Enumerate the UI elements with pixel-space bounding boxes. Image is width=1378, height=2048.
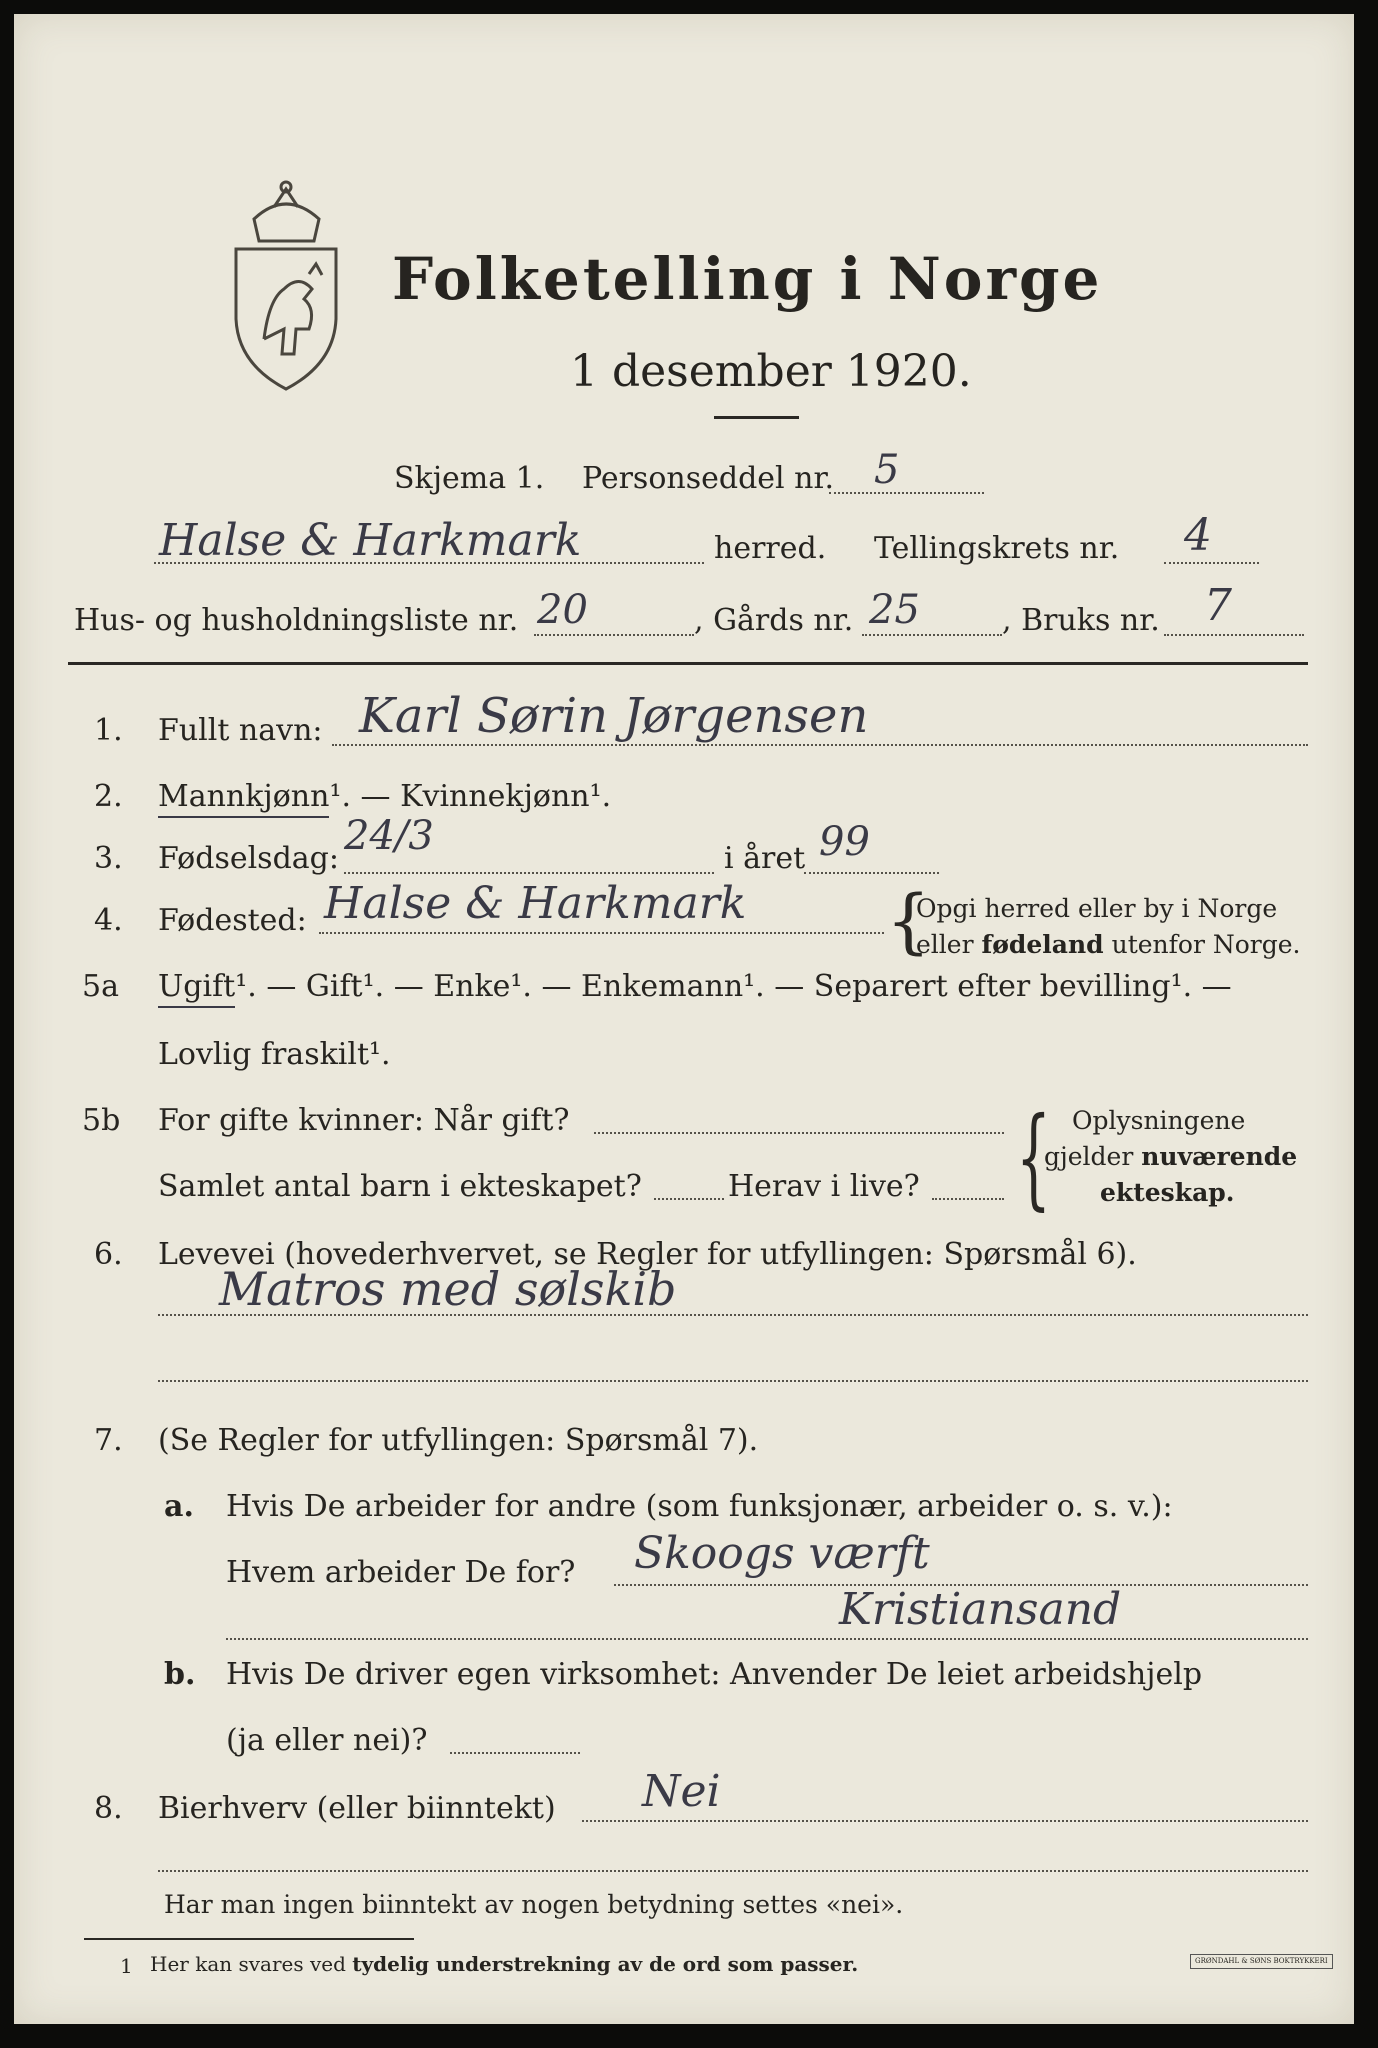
q3-year-label: i året — [724, 841, 806, 876]
hus-label: Hus- og husholdningsliste nr. — [74, 603, 519, 638]
q7-label: (Se Regler for utfyllingen: Spørsmål 7). — [158, 1423, 759, 1458]
q5b-note-line1: Oplysningene — [1072, 1106, 1246, 1135]
q3-year-value: 99 — [819, 819, 870, 865]
q7b-answer-line — [450, 1752, 580, 1754]
q7a-letter: a. — [164, 1489, 194, 1524]
q7a-label: Hvis De arbeider for andre (som funksjonær, arbeider o. s. v.): — [226, 1489, 1173, 1524]
bruks-line — [1164, 634, 1304, 636]
gards-line — [862, 634, 1002, 636]
header-divider — [68, 662, 1308, 665]
q8-note: Har man ingen biinntekt av nogen betydning settes «nei». — [164, 1890, 904, 1919]
q5b-note-line3: ekteskap. — [1100, 1178, 1235, 1207]
q4-label: Fødested: — [158, 903, 307, 938]
footnote-mark: 1 — [120, 1954, 133, 1978]
q4-number: 4. — [94, 903, 123, 938]
q7a-value-line1: Skoogs værft — [634, 1528, 930, 1579]
printer-stamp: GRØNDAHL & SØNS BOKTRYKKERI — [1190, 1954, 1333, 1969]
q7b-label: Hvis De driver egen virksomhet: Anvender De leiet arbeidshjelp — [226, 1657, 1203, 1692]
bruks-value: 7 — [1204, 580, 1232, 631]
q2-number: 2. — [94, 779, 123, 814]
personseddel-value: 5 — [874, 447, 900, 493]
hus-value: 20 — [537, 587, 588, 633]
q4-value: Halse & Harkmark — [324, 878, 747, 929]
herred-value: Halse & Harkmark — [159, 515, 582, 566]
q8-value: Nei — [642, 1766, 721, 1817]
title-divider — [714, 416, 799, 419]
q1-label: Fullt navn: — [158, 713, 323, 748]
census-form — [14, 14, 1354, 2024]
q7a-line2 — [226, 1638, 1308, 1640]
q3-value: 24/3 — [344, 813, 434, 859]
q5b-live-label: Herav i live? — [728, 1169, 920, 1204]
q5a-number: 5a — [82, 969, 119, 1004]
q5a-options: Ugift¹. — Gift¹. — Enke¹. — Enkemann¹. — Separert efter bevilling¹. — — [158, 972, 1232, 1002]
tellingskrets-label: Tellingskrets nr. — [874, 531, 1120, 566]
hus-line — [534, 634, 694, 636]
norwegian-lion-crest-icon — [224, 179, 349, 394]
q7-number: 7. — [94, 1423, 123, 1458]
q7b-letter: b. — [164, 1657, 196, 1692]
tellingskrets-line — [1164, 562, 1259, 564]
footnote-divider — [84, 1938, 414, 1940]
q3-number: 3. — [94, 841, 123, 876]
q1-line — [332, 744, 1308, 746]
bruks-label: , Bruks nr. — [1002, 603, 1160, 638]
q7a-who-label: Hvem arbeider De for? — [226, 1555, 576, 1590]
q3-year-line — [804, 872, 939, 874]
q2-male-option[interactable]: Mannkjønn — [158, 779, 329, 818]
q6-label: Levevei (hovederhvervet, se Regler for utfyllingen: Spørsmål 6). — [158, 1237, 1137, 1272]
q8-line2 — [158, 1870, 1308, 1872]
skjema-label: Skjema 1. — [394, 461, 545, 496]
q5b-married-line — [594, 1132, 1004, 1134]
q8-line1 — [582, 1820, 1308, 1822]
q5b-barn-line — [654, 1198, 724, 1200]
q2-separator: . — — [341, 779, 401, 814]
q2-female-option[interactable]: Kvinnekjønn — [400, 779, 590, 814]
q5b-barn-label: Samlet antal barn i ekteskapet? — [158, 1169, 642, 1204]
gards-value: 25 — [869, 587, 920, 633]
personseddel-line — [829, 492, 984, 494]
q3-line — [344, 872, 714, 874]
q3-label: Fødselsdag: — [158, 841, 339, 876]
q5b-brace: { — [1016, 1093, 1051, 1221]
tellingskrets-value: 4 — [1184, 510, 1212, 561]
q4-note-line2: eller fødeland utenfor Norge. — [916, 930, 1301, 959]
q5b-number: 5b — [82, 1103, 121, 1138]
q5b-live-line — [932, 1198, 1004, 1200]
q1-number: 1. — [94, 713, 123, 748]
footnote-text: Her kan svares ved tydelig understrekning av de ord som passer. — [150, 1952, 859, 1976]
q2-end: . — [601, 779, 612, 814]
herred-label: herred. — [714, 531, 827, 566]
q4-line — [319, 932, 884, 934]
q5b-note-line2: gjelder nuværende — [1044, 1142, 1298, 1171]
q5a-ugift-option[interactable]: Ugift — [158, 969, 235, 1008]
q8-number: 8. — [94, 1791, 123, 1826]
q5a-line2: Lovlig fraskilt¹. — [158, 1037, 391, 1072]
census-date: 1 desember 1920. — [570, 346, 972, 397]
q1-value: Karl Sørin Jørgensen — [359, 688, 869, 744]
q4-brace: { — [886, 880, 931, 962]
q8-label: Bierhverv (eller biinntekt) — [158, 1791, 556, 1826]
q2-options: Mannkjønn¹. — Kvinnekjønn¹. — [158, 782, 611, 812]
q4-note-line1: Opgi herred eller by i Norge — [916, 894, 1278, 923]
q6-number: 6. — [94, 1237, 123, 1272]
q7b-line2-label: (ja eller nei)? — [226, 1723, 428, 1758]
form-title: Folketelling i Norge — [392, 245, 1103, 313]
q7a-value-line2: Kristiansand — [839, 1584, 1122, 1635]
q6-value: Matros med sølskib — [219, 1262, 677, 1316]
gards-label: , Gårds nr. — [694, 603, 854, 638]
q5a-other-options: . — Gift¹. — Enke¹. — Enkemann¹. — Separert efter bevilling¹. — — [247, 969, 1232, 1004]
personseddel-label: Personseddel nr. — [582, 461, 835, 496]
q5b-label: For gifte kvinner: Når gift? — [158, 1103, 570, 1138]
q6-line2 — [158, 1380, 1308, 1382]
